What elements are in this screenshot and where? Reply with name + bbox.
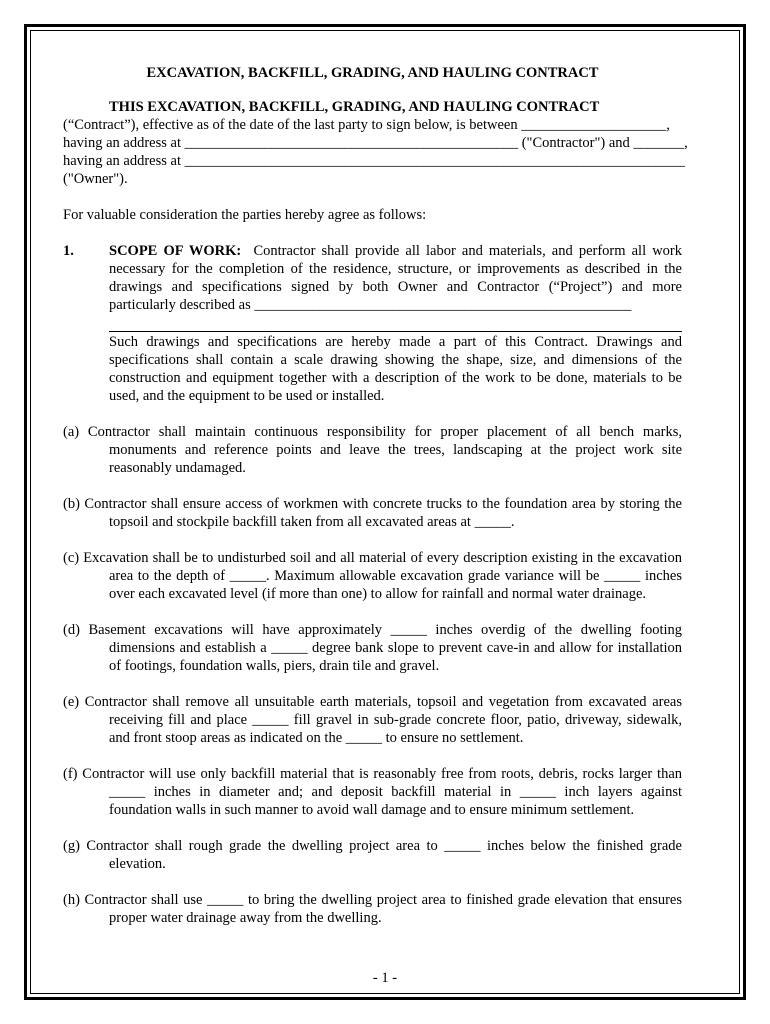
section-heading: SCOPE OF WORK: — [109, 243, 242, 259]
intro-lead-bold: THIS EXCAVATION, BACKFILL, GRADING, AND HAULING CONTRACT — [109, 99, 600, 115]
intro-line-3: having an address at ______________________________________________ ("Contractor") and _______, — [63, 135, 688, 151]
section-1-scope-of-work — [63, 242, 682, 405]
intro-line-5: ("Owner"). — [63, 171, 128, 187]
intro-paragraph — [63, 98, 688, 188]
clause-d: (d) Basement excavations will have approximately _____ inches overdig of the dwelling footing dimensions and establish a _____ degree bank slope to prevent cave-in and allow for installation of footings, foundation walls, piers, drain tile and gravel. — [63, 622, 682, 674]
clause-a: (a) Contractor shall maintain continuous responsibility for proper placement of all bench marks, monuments and reference points and leave the trees, landscaping at the project work site reasonably undamaged. — [63, 424, 682, 476]
section-body — [109, 242, 682, 405]
document-title: EXCAVATION, BACKFILL, GRADING, AND HAULING CONTRACT — [146, 65, 599, 81]
clause-h: (h) Contractor shall use _____ to bring the dwelling project area to finished grade elevation that ensures proper water drainage away from the dwelling. — [63, 892, 682, 926]
clause-c: (c) Excavation shall be to undisturbed soil and all material of every description existing in the excavation area to the depth of _____. Maximum allowable excavation grade variance will be _____ inches over each excavated level (if more than one) to allow for rainfall and normal water drainage. — [63, 550, 682, 602]
intro-line-2: (“Contract”), effective as of the date of the last party to sign below, is between ____________________, — [63, 117, 670, 133]
section-number: 1. — [63, 243, 74, 259]
consideration-paragraph: For valuable consideration the parties hereby agree as follows: — [63, 207, 427, 223]
clause-g: (g) Contractor shall rough grade the dwelling project area to _____ inches below the finished grade elevation. — [63, 838, 682, 872]
section-text: Contractor shall provide all labor and materials, and perform all work necessary for the completion of the residence, structure, or improvements as described in the drawings and specifications signed by both Owner and Contractor (“Project”) and more particularly described as ____________________________________________________ — [109, 243, 683, 313]
document-page — [63, 64, 688, 945]
clause-e: (e) Contractor shall remove all unsuitable earth materials, topsoil and vegetation from excavated areas receiving fill and place _____ fill gravel in sub-grade concrete floor, patio, driveway, sidewalk, and front stoop areas as indicated on the _____ to ensure no settlement. — [63, 694, 682, 746]
clause-f: (f) Contractor will use only backfill material that is reasonably free from roots, debris, rocks larger than _____ inches in diameter and; and deposit backfill material in _____ inch layers against foundation walls in such manner to avoid wall damage and to ensure minimum settlement. — [63, 766, 682, 818]
blank-rule-line — [109, 314, 682, 332]
page-number: - 1 - — [372, 970, 398, 986]
intro-line-4: having an address at _____________________________________________________________________ — [63, 153, 685, 169]
clause-b: (b) Contractor shall ensure access of workmen with concrete trucks to the foundation area by storing the topsoil and stockpile backfill taken from all excavated areas at _____. — [63, 496, 682, 530]
intro-line-1 — [63, 98, 682, 116]
section-text-2: Such drawings and specifications are hereby made a part of this Contract. Drawings and specifications shall contain a scale drawing showing the shape, size, and dimensions of the construction and equipment together with a description of the work to be done, materials to be used, and the equipment to be used or installed. — [109, 334, 682, 404]
